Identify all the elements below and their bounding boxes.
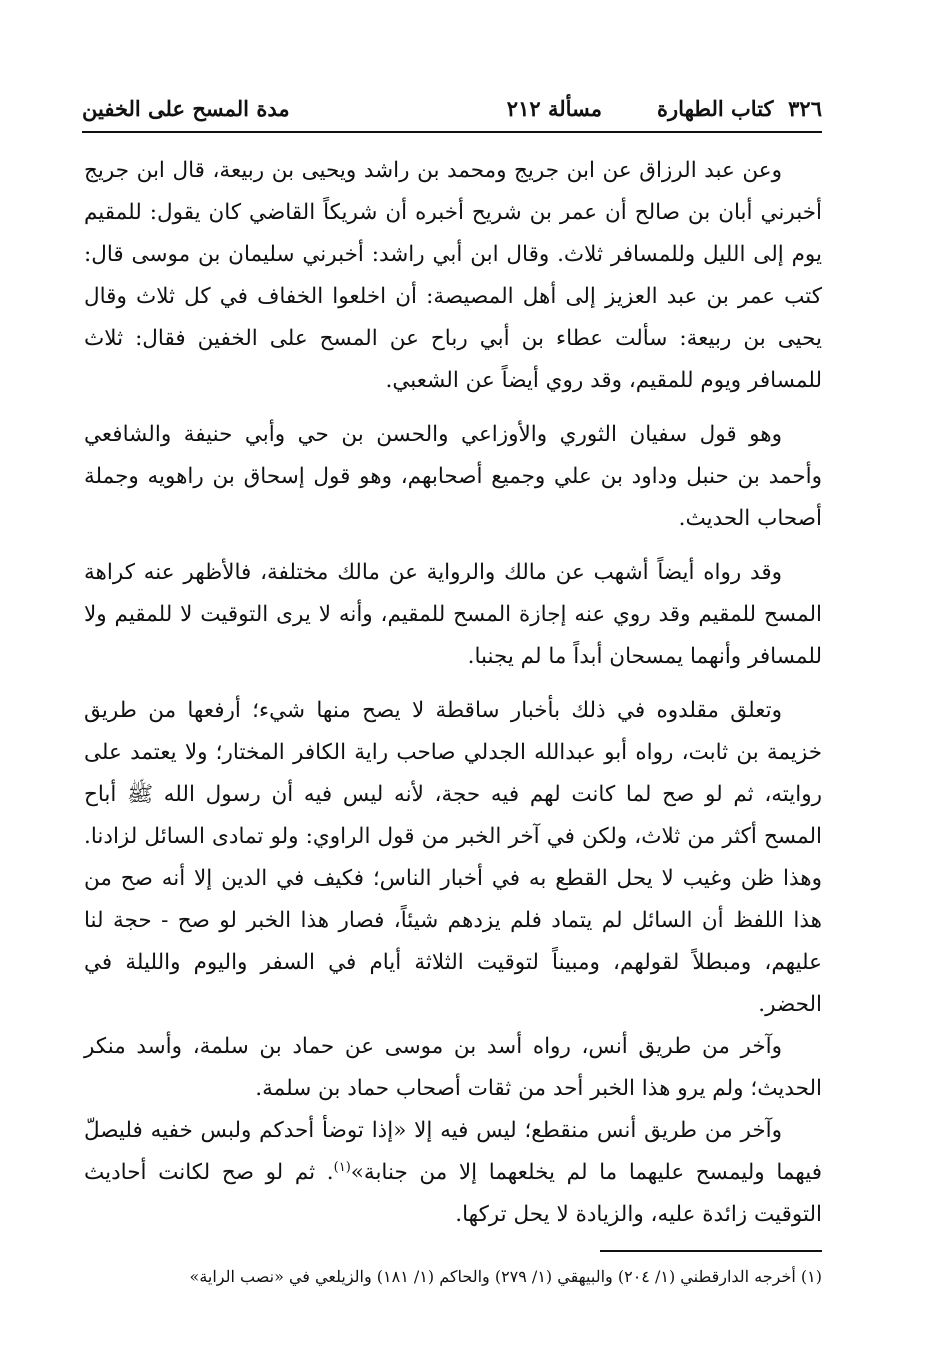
body-text — [84, 150, 822, 1236]
paragraph-5: وآخر من طريق أنس، رواه أسد بن موسى عن حماد بن سلمة، وأسد منكر الحديث؛ ولم يرو هذا الخبر أحد من ثقات أصحاب حماد بن سلمة. — [84, 1034, 822, 1101]
paragraph-6-text-b: . ثم لو صح لكانت أحاديث التوقيت زائدة عليه، والزيادة لا يحل تركها. — [84, 1160, 822, 1227]
paragraph-6 — [84, 1110, 822, 1236]
chapter-title: مدة المسح على الخفين — [82, 96, 290, 121]
footnote: (١) أخرجه الدارقطني (١/ ٢٠٤) والبيهقي (١/ ٢٧٩) والحاكم (١/ ١٨١) والزيلعي في «نصب الراية» — [189, 1267, 822, 1286]
page-number: ٣٢٦ — [788, 96, 822, 121]
paragraph-4: وتعلق مقلدوه في ذلك بأخبار ساقطة لا يصح منها شيء؛ أرفعها من طريق خزيمة بن ثابت، رواه أبو عبدالله الجدلي صاحب راية الكافر المختار؛ ولا يعتمد على روايته، ثم لو صح لما كانت لهم فيه حجة، لأنه ليس فيه أن رسول الله ﷺ أباح المسح أكثر من ثلاث، ولكن في آخر الخبر من قول الراوي: ولو تمادى السائل لزادنا. وهذا ظن وغيب لا يحل القطع به في أخبار الناس؛ فكيف في الدين إلا أنه صح من هذا اللفظ أن السائل لم يتماد فلم يزدهم شيئاً، فصار هذا الخبر لو صح - حجة لنا عليهم، ومبطلاً لقولهم، ومبيناً لتوقيت الثلاثة أيام في السفر واليوم والليلة في الحضر. — [84, 698, 822, 1017]
issue-number: مسألة ٢١٢ — [506, 96, 602, 121]
paragraph-6-text-a: وآخر من طريق أنس منقطع؛ ليس فيه إلا «إذا توضأ أحدكم ولبس خفيه فليصلّ فيهما وليمسح عليهما ما لم يخلعهما إلا من جنابة» — [84, 1118, 822, 1185]
paragraph-2: وهو قول سفيان الثوري والأوزاعي والحسن بن حي وأبي حنيفة والشافعي وأحمد بن حنبل وداود بن علي وجميع أصحابهم، وهو قول إسحاق بن راهويه وجملة أصحاب الحديث. — [84, 422, 822, 531]
header-book-info — [657, 94, 822, 124]
paragraph-1: وعن عبد الرزاق عن ابن جريج ومحمد بن راشد ويحيى بن ربيعة، قال ابن جريج أخبرني أبان بن صالح أن عمر بن شريح أخبره أن شريكاً القاضي كان يقول: للمقيم يوم إلى الليل وللمسافر ثلاث. وقال ابن أبي راشد: أخبرني سليمان بن موسى قال: كتب عمر بن عبد العزيز إلى أهل المصيصة: أن اخلعوا الخفاف في كل ثلاث وقال يحيى بن ربيعة: سألت عطاء بن أبي رباح عن المسح على الخفين فقال: ثلاث للمسافر ويوم للمقيم، وقد روي أيضاً عن الشعبي. — [84, 158, 822, 393]
running-header — [82, 94, 822, 130]
footnote-reference: (١) — [333, 1159, 351, 1175]
paragraph-3: وقد رواه أيضاً أشهب عن مالك والرواية عن مالك مختلفة، فالأظهر عنه كراهة المسح للمقيم وقد روي عنه إجازة المسح للمقيم، وأنه لا يرى التوقيت لا للمقيم ولا للمسافر وأنهما يمسحان أبداً ما لم يجنبا. — [84, 560, 822, 669]
header-divider — [82, 131, 822, 133]
footnote-divider — [600, 1250, 822, 1252]
book-title: كتاب الطهارة — [657, 96, 774, 121]
